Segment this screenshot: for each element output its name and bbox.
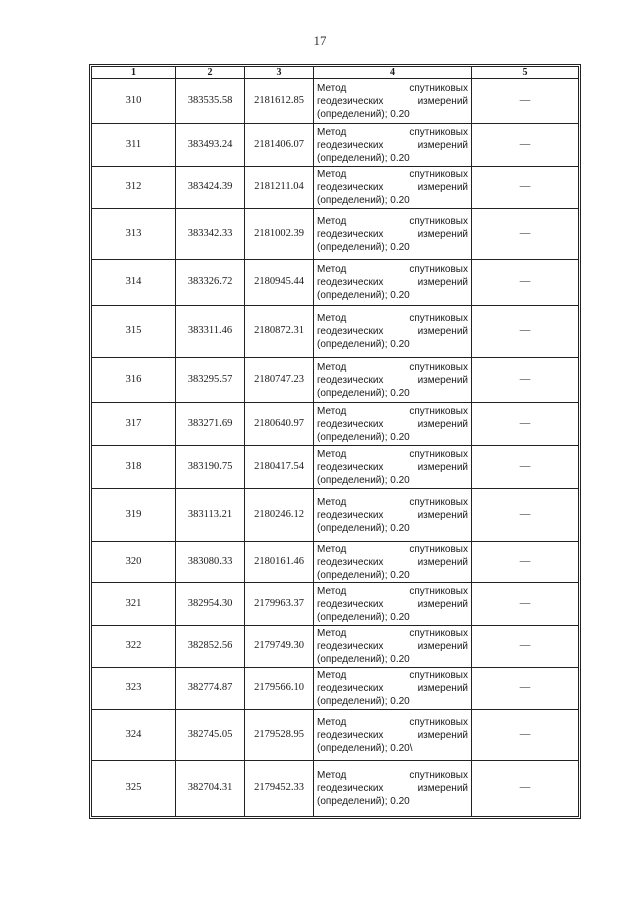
table-row [92,489,579,542]
method-word: Метод [317,264,347,275]
method-word: измерений [417,277,468,288]
point-number-cell: 324 [92,710,176,761]
page-number: 17 [313,33,327,48]
method-word: измерений [417,556,468,568]
method-word: Метод [317,215,347,227]
method-word: измерений [417,683,468,694]
method-word: Метод [317,313,347,324]
method-word: измерений [417,228,468,240]
method-line-1 [317,215,468,228]
method-line-1 [317,405,468,418]
method-word: Метод [317,361,347,373]
table-row [92,668,579,710]
method-line-2 [317,228,468,241]
note-dash-cell: — [472,446,579,489]
y-coordinate-cell: 2180747.23 [245,358,314,403]
method-word: Метод [317,716,347,728]
y-coordinate-cell: 2179749.30 [245,626,314,668]
method-line-3: (определений); 0.20 [317,474,410,486]
method-line-2 [317,374,468,387]
coordinates-table [89,64,581,819]
y-coordinate-cell: 2181612.85 [245,79,314,124]
method-line-1 [317,312,468,325]
method-cell [314,167,472,209]
method-line-3: (определений); 0.20 [317,108,410,120]
method-word: Метод [317,585,347,597]
point-number-cell: 319 [92,489,176,542]
header-cell-3: 3 [245,67,314,79]
method-word: геодезических [317,556,384,568]
x-coordinate-cell: 383424.39 [176,167,245,209]
method-line-3: (определений); 0.20 [317,195,410,206]
point-number-cell: 322 [92,626,176,668]
method-line-2 [317,325,468,338]
method-word: спутниковых [409,169,468,180]
method-cell [314,626,472,668]
method-line-1 [317,669,468,682]
method-word: спутниковых [409,770,468,781]
method-cell [314,542,472,583]
method-word: измерений [417,95,468,107]
method-word: геодезических [317,729,384,741]
method-line-3: (определений); 0.20 [317,696,410,707]
method-line-3: (определений); 0.20 [317,796,410,807]
x-coordinate-cell: 383493.24 [176,124,245,167]
method-cell [314,583,472,626]
method-cell [314,761,472,817]
method-line-3: (определений); 0.20 [317,522,410,534]
x-coordinate-cell: 382852.56 [176,626,245,668]
point-number-cell: 315 [92,306,176,358]
y-coordinate-cell: 2181406.07 [245,124,314,167]
y-coordinate-cell: 2181002.39 [245,209,314,260]
x-coordinate-cell: 383080.33 [176,542,245,583]
method-word: Метод [317,405,347,417]
method-line-1 [317,82,468,95]
method-cell [314,710,472,761]
y-coordinate-cell: 2179528.95 [245,710,314,761]
method-word: Метод [317,448,347,460]
table-row [92,446,579,489]
method-word: измерений [417,598,468,610]
method-line-3: (определений); 0.20\ [317,742,413,754]
point-number-cell: 312 [92,167,176,209]
point-number-cell: 313 [92,209,176,260]
method-word: геодезических [317,461,384,473]
method-word: Метод [317,670,347,681]
table-row [92,583,579,626]
method-word: спутниковых [409,448,468,460]
method-word: геодезических [317,326,384,337]
header-cell-4: 4 [314,67,472,79]
method-line-2 [317,276,468,289]
method-word: геодезических [317,598,384,610]
method-line-3: (определений); 0.20 [317,654,410,665]
method-line-2 [317,729,468,742]
method-cell [314,358,472,403]
method-line-1 [317,361,468,374]
point-number-cell: 318 [92,446,176,489]
method-word: геодезических [317,683,384,694]
method-word: измерений [417,641,468,652]
method-word: Метод [317,82,347,94]
method-word: измерений [417,729,468,741]
method-line-1 [317,126,468,139]
method-word: спутниковых [409,405,468,417]
y-coordinate-cell: 2179452.33 [245,761,314,817]
method-word: геодезических [317,783,384,794]
method-line-1 [317,448,468,461]
method-line-1 [317,716,468,729]
table-row [92,542,579,583]
method-word: измерений [417,374,468,386]
method-word: спутниковых [409,215,468,227]
method-line-2 [317,418,468,431]
method-cell [314,446,472,489]
x-coordinate-cell: 382745.05 [176,710,245,761]
method-word: геодезических [317,509,384,521]
method-line-1 [317,543,468,556]
x-coordinate-cell: 383190.75 [176,446,245,489]
note-dash-cell: — [472,79,579,124]
note-dash-cell: — [472,761,579,817]
table-row [92,124,579,167]
method-word: Метод [317,496,347,508]
method-word: Метод [317,169,347,180]
note-dash-cell: — [472,668,579,710]
method-word: геодезических [317,139,384,151]
method-word: спутниковых [409,543,468,555]
method-line-3: (определений); 0.20 [317,241,410,253]
y-coordinate-cell: 2179566.10 [245,668,314,710]
method-line-2 [317,598,468,611]
x-coordinate-cell: 382704.31 [176,761,245,817]
point-number-cell: 314 [92,260,176,306]
point-number-cell: 316 [92,358,176,403]
note-dash-cell: — [472,167,579,209]
method-word: спутниковых [409,628,468,639]
method-line-2 [317,782,468,795]
method-line-3: (определений); 0.20 [317,152,410,164]
table-row [92,403,579,446]
table-row [92,626,579,668]
method-word: измерений [417,461,468,473]
point-number-cell: 320 [92,542,176,583]
y-coordinate-cell: 2180417.54 [245,446,314,489]
method-line-2 [317,509,468,522]
note-dash-cell: — [472,209,579,260]
point-number-cell: 325 [92,761,176,817]
method-word: спутниковых [409,82,468,94]
point-number-cell: 310 [92,79,176,124]
method-word: геодезических [317,228,384,240]
point-number-cell: 321 [92,583,176,626]
method-word: спутниковых [409,361,468,373]
method-line-3: (определений); 0.20 [317,611,410,623]
method-word: измерений [417,783,468,794]
table-row [92,358,579,403]
table-row [92,260,579,306]
note-dash-cell: — [472,542,579,583]
method-line-2 [317,181,468,194]
header-cell-5: 5 [472,67,579,79]
method-word: спутниковых [409,670,468,681]
header-cell-2: 2 [176,67,245,79]
method-word: спутниковых [409,496,468,508]
table-row [92,209,579,260]
method-cell [314,489,472,542]
y-coordinate-cell: 2181211.04 [245,167,314,209]
method-cell [314,209,472,260]
y-coordinate-cell: 2180161.46 [245,542,314,583]
method-line-1 [317,168,468,181]
x-coordinate-cell: 383271.69 [176,403,245,446]
method-word: геодезических [317,374,384,386]
method-word: геодезических [317,641,384,652]
method-line-2 [317,139,468,152]
note-dash-cell: — [472,124,579,167]
method-line-2 [317,682,468,695]
method-cell [314,260,472,306]
note-dash-cell: — [472,306,579,358]
method-line-2 [317,640,468,653]
method-word: спутниковых [409,313,468,324]
x-coordinate-cell: 383113.21 [176,489,245,542]
method-line-3: (определений); 0.20 [317,569,410,581]
method-word: измерений [417,326,468,337]
method-line-3: (определений); 0.20 [317,339,410,350]
method-word: геодезических [317,95,384,107]
method-word: спутниковых [409,716,468,728]
x-coordinate-cell: 383295.57 [176,358,245,403]
method-line-1 [317,769,468,782]
note-dash-cell: — [472,260,579,306]
point-number-cell: 317 [92,403,176,446]
method-word: измерений [417,182,468,193]
method-cell [314,306,472,358]
method-cell [314,403,472,446]
method-line-1 [317,263,468,276]
table-row [92,306,579,358]
x-coordinate-cell: 382774.87 [176,668,245,710]
method-word: Метод [317,628,347,639]
note-dash-cell: — [472,626,579,668]
x-coordinate-cell: 382954.30 [176,583,245,626]
y-coordinate-cell: 2180945.44 [245,260,314,306]
x-coordinate-cell: 383311.46 [176,306,245,358]
method-line-1 [317,496,468,509]
note-dash-cell: — [472,583,579,626]
method-word: Метод [317,126,347,138]
method-line-1 [317,627,468,640]
point-number-cell: 311 [92,124,176,167]
method-line-2 [317,95,468,108]
method-line-2 [317,461,468,474]
note-dash-cell: — [472,403,579,446]
note-dash-cell: — [472,710,579,761]
method-word: геодезических [317,418,384,430]
method-word: спутниковых [409,126,468,138]
x-coordinate-cell: 383535.58 [176,79,245,124]
method-word: измерений [417,139,468,151]
x-coordinate-cell: 383326.72 [176,260,245,306]
method-word: Метод [317,770,347,781]
method-line-2 [317,556,468,569]
table-row [92,79,579,124]
y-coordinate-cell: 2180246.12 [245,489,314,542]
method-line-3: (определений); 0.20 [317,431,410,443]
y-coordinate-cell: 2179963.37 [245,583,314,626]
method-word: спутниковых [409,585,468,597]
method-line-3: (определений); 0.20 [317,387,410,399]
method-word: геодезических [317,277,384,288]
y-coordinate-cell: 2180872.31 [245,306,314,358]
method-cell [314,668,472,710]
method-cell [314,124,472,167]
header-cell-1: 1 [92,67,176,79]
note-dash-cell: — [472,358,579,403]
method-line-3: (определений); 0.20 [317,290,410,301]
table-row [92,761,579,817]
method-word: Метод [317,543,347,555]
method-word: спутниковых [409,264,468,275]
method-word: измерений [417,418,468,430]
method-cell [314,79,472,124]
y-coordinate-cell: 2180640.97 [245,403,314,446]
x-coordinate-cell: 383342.33 [176,209,245,260]
table-row [92,167,579,209]
table-row [92,710,579,761]
method-line-1 [317,585,468,598]
point-number-cell: 323 [92,668,176,710]
method-word: измерений [417,509,468,521]
table-header-row [92,67,579,79]
method-word: геодезических [317,182,384,193]
note-dash-cell: — [472,489,579,542]
